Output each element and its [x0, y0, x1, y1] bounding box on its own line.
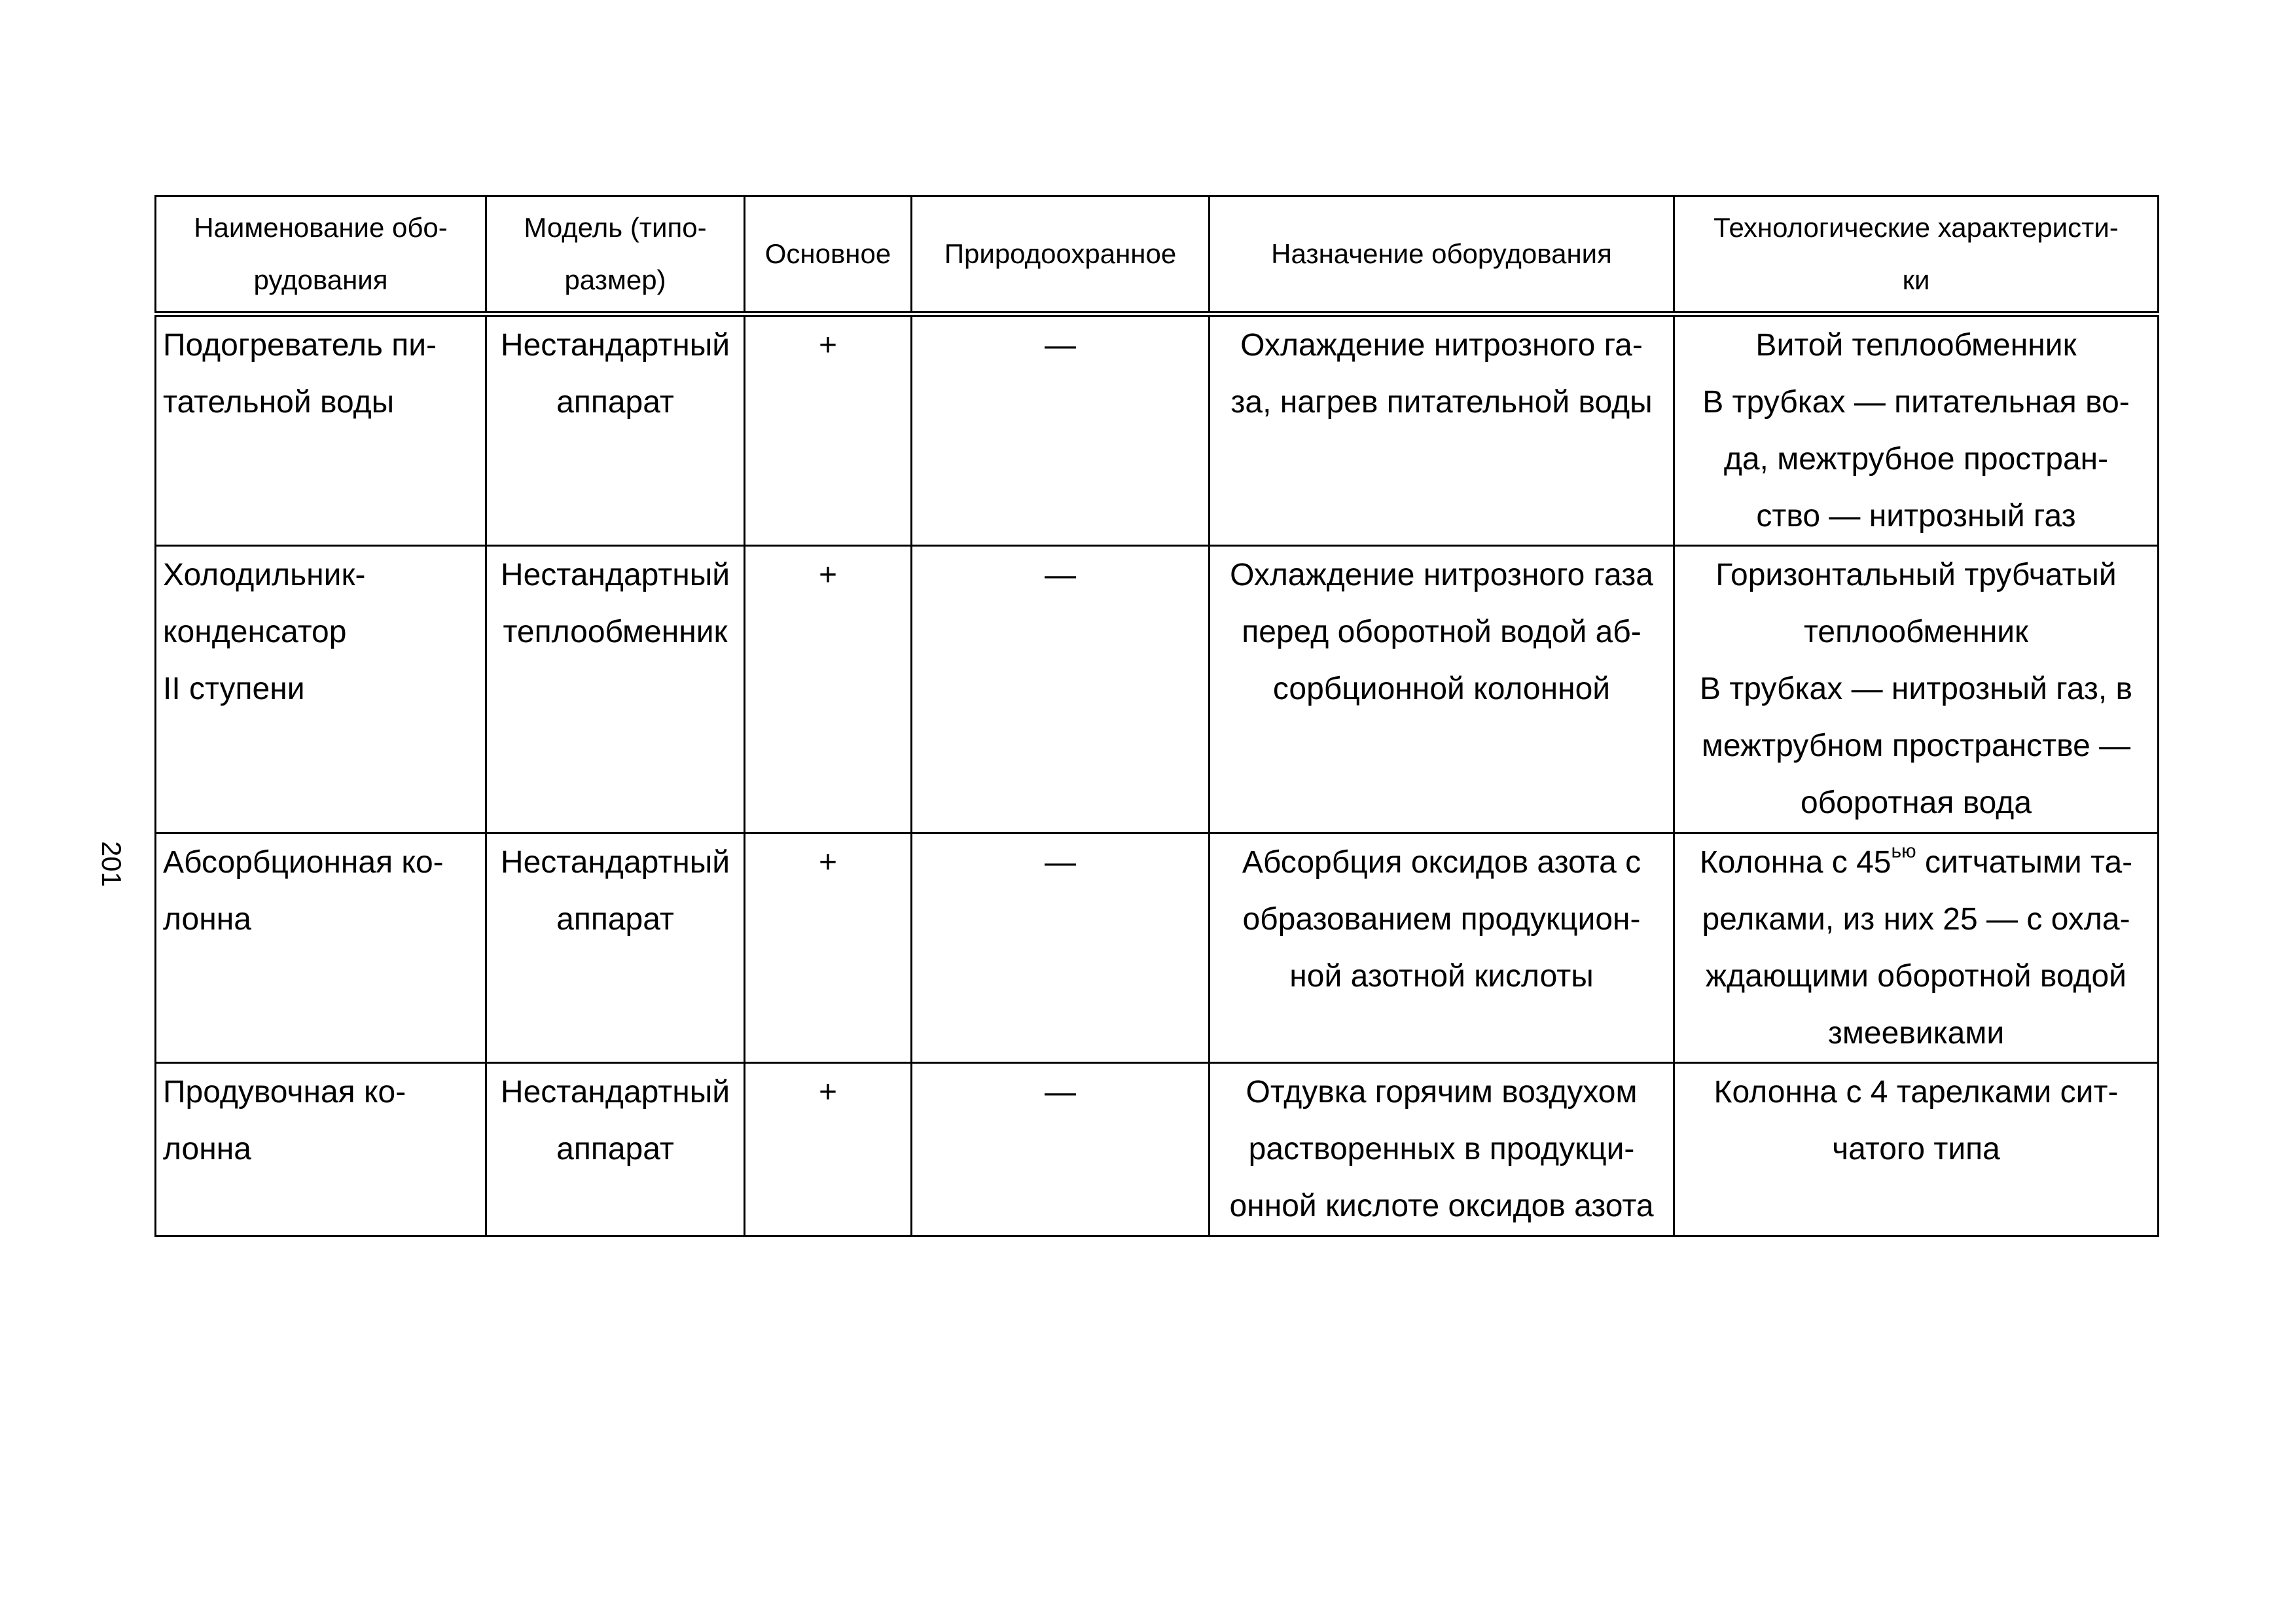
equipment-table	[154, 195, 2159, 1237]
cell-purpose: Отдувка горячим воздухом растворенных в продукци- онной кислоте оксидов азота	[1210, 1063, 1674, 1236]
cell-purpose: Абсорбция оксидов азота с образованием продукцион- ной азотной кислоты	[1210, 833, 1674, 1063]
cell-characteristics: Горизонтальный трубчатый теплообменник В трубках — нитрозный газ, в межтрубном пространстве — оборотная вода	[1674, 546, 2159, 833]
ordinal-superscript: ью	[1891, 840, 1916, 862]
header-row	[156, 196, 2159, 314]
header-main: Основное	[745, 196, 912, 314]
table-row	[156, 833, 2159, 1063]
cell-environmental: —	[912, 546, 1210, 833]
cell-purpose: Охлаждение нитрозного газа перед оборотной водой аб- сорбционной колонной	[1210, 546, 1674, 833]
cell-environmental: —	[912, 314, 1210, 546]
cell-model: Нестандартный аппарат	[486, 1063, 745, 1236]
header-model: Модель (типо- размер)	[486, 196, 745, 314]
table-row	[156, 1063, 2159, 1236]
cell-main: +	[745, 314, 912, 546]
cell-model: Нестандартный аппарат	[486, 314, 745, 546]
header-equipment-name: Наименование обо- рудования	[156, 196, 486, 314]
cell-characteristics: Витой теплообменник В трубках — питательная во- да, межтрубное простран- ство — нитрозный газ	[1674, 314, 2159, 546]
page-number: 201	[96, 840, 127, 888]
table-row	[156, 546, 2159, 833]
cell-model: Нестандартный аппарат	[486, 833, 745, 1063]
cell-environmental: —	[912, 833, 1210, 1063]
cell-model: Нестандартный теплообменник	[486, 546, 745, 833]
cell-environmental: —	[912, 1063, 1210, 1236]
cell-main: +	[745, 546, 912, 833]
cell-characteristics: Колонна с $45^{ью}$ ситчатыми та- релками, из них 25 — с охла- ждающими оборотной водой змеевиками	[1674, 833, 2159, 1063]
cell-main: +	[745, 1063, 912, 1236]
table-header	[156, 196, 2159, 314]
header-characteristics: Технологические характеристи- ки	[1674, 196, 2159, 314]
cell-equipment-name: Подогреватель пи- тательной воды	[156, 314, 486, 546]
cell-main: +	[745, 833, 912, 1063]
cell-equipment-name: Холодильник- конденсатор II ступени	[156, 546, 486, 833]
cell-equipment-name: Продувочная ко- лонна	[156, 1063, 486, 1236]
cell-purpose: Охлаждение нитрозного га- за, нагрев питательной воды	[1210, 314, 1674, 546]
table-body	[156, 314, 2159, 1236]
table-row	[156, 314, 2159, 546]
cell-equipment-name: Абсорбционная ко- лонна	[156, 833, 486, 1063]
characteristics-first-line: Колонна с $45^{ью}$ ситчатыми та-	[1699, 840, 2133, 880]
header-environmental: Природоохранное	[912, 196, 1210, 314]
cell-characteristics: Колонна с 4 тарелками сит- чатого типа	[1674, 1063, 2159, 1236]
header-purpose: Назначение оборудования	[1210, 196, 1674, 314]
